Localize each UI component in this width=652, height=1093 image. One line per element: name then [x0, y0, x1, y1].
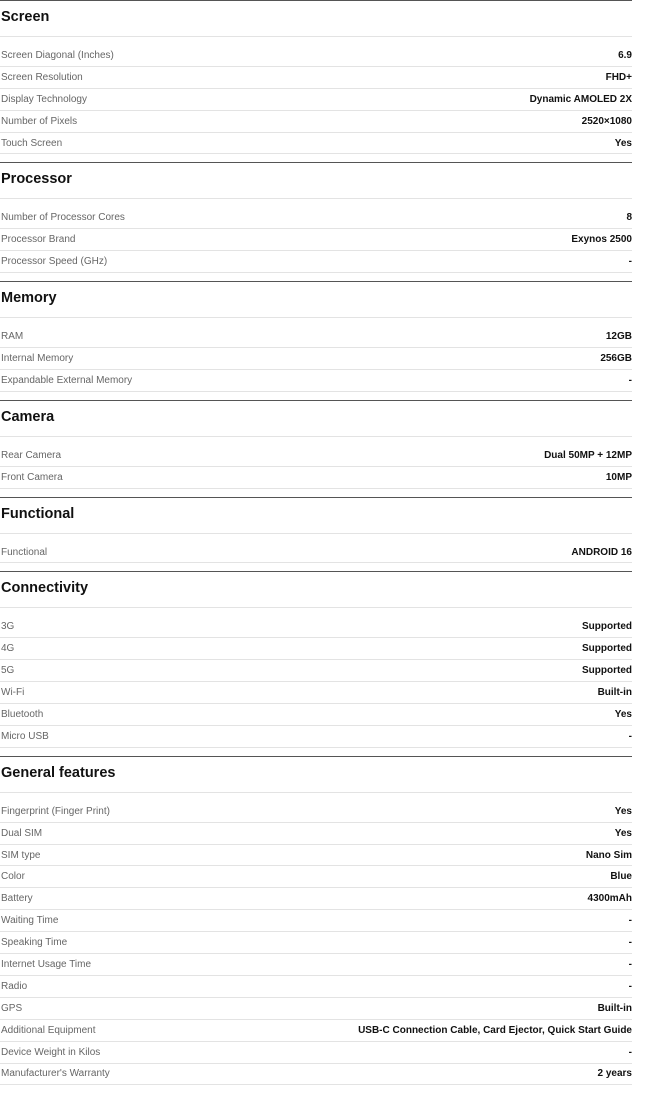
spec-value: 256GB: [600, 352, 632, 364]
spec-value: Blue: [610, 871, 632, 883]
spec-row: [0, 111, 632, 133]
spec-label: 5G: [1, 665, 15, 677]
spec-row: [0, 660, 632, 682]
section-title: Processor: [0, 163, 632, 199]
spec-row: [0, 616, 632, 638]
spec-row: [0, 467, 632, 489]
spec-value: 4300mAh: [587, 893, 632, 905]
spec-row: [0, 370, 632, 392]
spec-label: Bluetooth: [1, 708, 44, 720]
section-title: Camera: [0, 401, 632, 437]
spec-value: Dynamic AMOLED 2X: [529, 93, 632, 105]
spec-row: [0, 823, 632, 845]
section-spacer: [0, 273, 632, 281]
spec-row: [0, 445, 632, 467]
spec-row: [0, 682, 632, 704]
spec-row: [0, 1020, 632, 1042]
section-spacer: [0, 392, 632, 400]
spec-row: [0, 1042, 632, 1064]
section-spacer: [0, 1085, 632, 1093]
spec-row: [0, 326, 632, 348]
spec-value: Yes: [614, 805, 632, 817]
spec-value: Exynos 2500: [571, 234, 632, 246]
spec-row: [0, 89, 632, 111]
spec-row: [0, 726, 632, 748]
spec-section-camera: [0, 400, 632, 497]
section-spacer: [0, 608, 632, 616]
spec-value: -: [628, 958, 632, 970]
spec-row: [0, 133, 632, 155]
spec-label: Internet Usage Time: [1, 958, 92, 970]
spec-label: Waiting Time: [1, 915, 59, 927]
spec-value: Supported: [582, 621, 632, 633]
spec-label: Processor Speed (GHz): [1, 256, 108, 268]
spec-label: GPS: [1, 1002, 23, 1014]
section-spacer: [0, 489, 632, 497]
section-spacer: [0, 563, 632, 571]
spec-label: Micro USB: [1, 730, 49, 742]
spec-label: Battery: [1, 893, 33, 905]
spec-row: [0, 45, 632, 67]
spec-row: [0, 845, 632, 867]
spec-row: [0, 251, 632, 273]
spec-row: [0, 888, 632, 910]
spec-label: Processor Brand: [1, 234, 76, 246]
spec-label: Number of Processor Cores: [1, 212, 125, 224]
section-spacer: [0, 748, 632, 756]
section-spacer: [0, 793, 632, 801]
section-spacer: [0, 437, 632, 445]
spec-row: [0, 866, 632, 888]
spec-row: [0, 998, 632, 1020]
spec-row: [0, 638, 632, 660]
spec-value: -: [628, 256, 632, 268]
spec-value: -: [628, 374, 632, 386]
spec-row: [0, 1064, 632, 1086]
spec-value: Yes: [614, 708, 632, 720]
section-spacer: [0, 318, 632, 326]
spec-row: [0, 207, 632, 229]
spec-value: 8: [626, 212, 632, 224]
spec-label: Speaking Time: [1, 937, 68, 949]
spec-label: RAM: [1, 331, 24, 343]
spec-label: Touch Screen: [1, 137, 63, 149]
spec-value: -: [628, 1046, 632, 1058]
spec-section-functional: [0, 497, 632, 572]
spec-row: [0, 976, 632, 998]
spec-value: -: [628, 730, 632, 742]
spec-label: Number of Pixels: [1, 115, 78, 127]
section-spacer: [0, 199, 632, 207]
spec-row: [0, 67, 632, 89]
spec-row: [0, 348, 632, 370]
spec-value: Yes: [614, 137, 632, 149]
spec-value: USB-C Connection Cable, Card Ejector, Quick Start Guide: [358, 1024, 632, 1036]
section-spacer: [0, 37, 632, 45]
spec-value: 10MP: [605, 471, 632, 483]
spec-value: -: [628, 915, 632, 927]
spec-row: [0, 954, 632, 976]
spec-label: Screen Diagonal (Inches): [1, 49, 114, 61]
spec-label: Color: [1, 871, 25, 883]
spec-label: Display Technology: [1, 93, 87, 105]
spec-value: Built-in: [597, 687, 632, 699]
spec-value: Nano Sim: [585, 849, 632, 861]
spec-label: Expandable External Memory: [1, 374, 133, 386]
spec-section-processor: [0, 162, 632, 281]
spec-row: [0, 229, 632, 251]
spec-label: 4G: [1, 643, 15, 655]
spec-row: [0, 910, 632, 932]
spec-label: Radio: [1, 980, 28, 992]
spec-label: SIM type: [1, 849, 41, 861]
spec-label: Screen Resolution: [1, 71, 83, 83]
spec-section-connectivity: [0, 571, 632, 755]
spec-label: Rear Camera: [1, 449, 62, 461]
spec-value: ANDROID 16: [571, 546, 632, 558]
spec-row: [0, 932, 632, 954]
spec-label: 3G: [1, 621, 15, 633]
spec-section-memory: [0, 281, 632, 400]
spec-value: 12GB: [605, 331, 632, 343]
spec-value: -: [628, 937, 632, 949]
spec-value: 6.9: [618, 49, 632, 61]
spec-label: Device Weight in Kilos: [1, 1046, 101, 1058]
spec-label: Fingerprint (Finger Print): [1, 805, 110, 817]
spec-value: Built-in: [597, 1002, 632, 1014]
section-title: General features: [0, 757, 632, 793]
spec-label: Wi-Fi: [1, 687, 25, 699]
section-title: Connectivity: [0, 572, 632, 608]
spec-row: [0, 801, 632, 823]
spec-label: Functional: [1, 546, 48, 558]
spec-label: Dual SIM: [1, 827, 43, 839]
spec-row: [0, 542, 632, 564]
spec-section-screen: [0, 0, 632, 162]
spec-value: -: [628, 980, 632, 992]
section-title: Memory: [0, 282, 632, 318]
spec-value: Yes: [614, 827, 632, 839]
spec-label: Front Camera: [1, 471, 63, 483]
spec-value: 2 years: [597, 1068, 632, 1080]
spec-row: [0, 704, 632, 726]
section-spacer: [0, 154, 632, 162]
section-title: Screen: [0, 1, 632, 37]
section-title: Functional: [0, 498, 632, 534]
spec-value: Supported: [582, 665, 632, 677]
spec-value: FHD+: [605, 71, 632, 83]
spec-value: Supported: [582, 643, 632, 655]
spec-label: Manufacturer's Warranty: [1, 1068, 110, 1080]
spec-label: Internal Memory: [1, 352, 74, 364]
spec-section-general-features: [0, 756, 632, 1093]
spec-value: 2520×1080: [581, 115, 632, 127]
spec-value: Dual 50MP + 12MP: [544, 449, 632, 461]
section-spacer: [0, 534, 632, 542]
spec-label: Additional Equipment: [1, 1024, 96, 1036]
